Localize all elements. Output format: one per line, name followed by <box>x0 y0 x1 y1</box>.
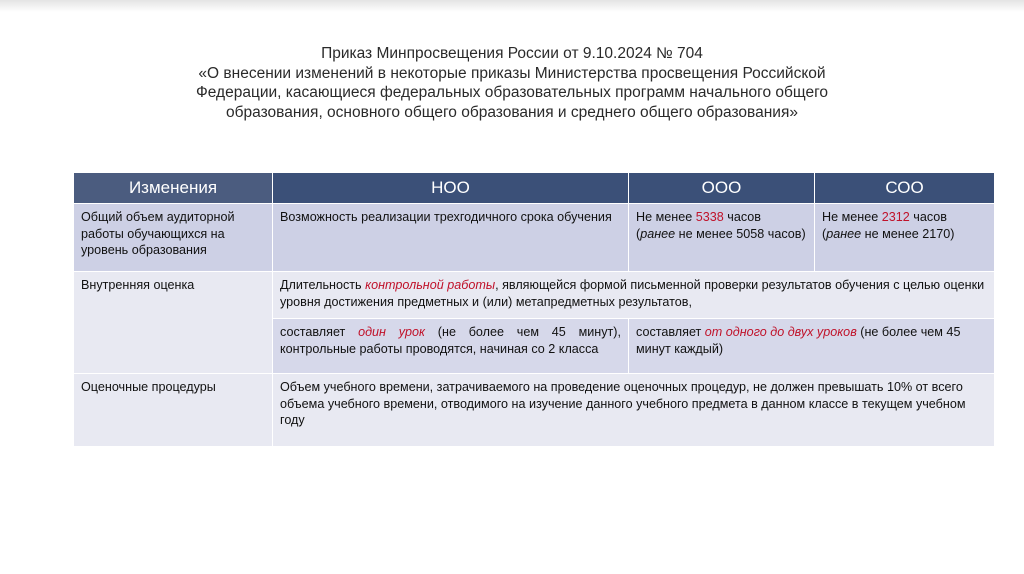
ooo-earlier-rest: не менее 5058 часов) <box>675 226 806 241</box>
title-line-2: «О внесении изменений в некоторые приказы Министерства просвещения Российской <box>198 64 826 82</box>
noo-test-highlight: один урок <box>358 325 426 339</box>
cell-noo-workload: Возможность реализации трехгодичного срока обучения <box>273 204 629 272</box>
ooo-earlier-open: ( <box>636 226 641 241</box>
top-shadow <box>0 0 1024 12</box>
table-header-row <box>74 173 995 204</box>
ooo-suffix: часов <box>723 210 761 224</box>
cell-procedures-time: Объем учебного времени, затрачиваемого на проведение оценочных процедур, не должен превышать 10% от всего объема учебного времени, отводимого на изучение данного учебного предмета в данном классе в текущем учебном году <box>273 374 995 447</box>
soo-suffix: часов <box>909 210 947 224</box>
soo-earlier-word: ранее <box>826 226 862 241</box>
ooo-earlier-word: ранее <box>640 226 676 241</box>
changes-table <box>73 172 995 447</box>
title-line-4: образования, основного общего образования и среднего общего образования» <box>226 103 798 121</box>
noo-test-before: составляет <box>280 325 359 339</box>
table-row <box>74 204 995 272</box>
cell-soo-workload <box>815 204 995 272</box>
duration-text-after: , являющейся формой письменной проверки результатов обучения с целью оценки уровня достижения предметных и (или) метапредметных результатов, <box>280 278 985 309</box>
row-label-internal-assessment: Внутренняя оценка <box>74 272 273 374</box>
cell-test-duration <box>273 272 995 319</box>
cell-ooo-workload <box>629 204 815 272</box>
ooo-prefix: Не менее <box>636 210 696 224</box>
ooo-soo-test-after: (не более чем 45 минут каждый) <box>636 325 961 356</box>
cell-ooo-soo-test-length <box>629 319 995 374</box>
title-line-3: Федерации, касающиеся федеральных образовательных программ начального общего <box>195 84 829 101</box>
row-label-workload: Общий объем аудиторной работы обучающихся на уровень образования <box>74 204 273 272</box>
table-row <box>74 272 995 319</box>
soo-prefix: Не менее <box>822 210 882 224</box>
ooo-soo-test-before: составляет <box>636 325 705 339</box>
header-noo: НОО <box>273 173 629 204</box>
cell-noo-test-length <box>273 319 629 374</box>
page-title <box>150 44 874 122</box>
header-soo: СОО <box>815 173 995 204</box>
table-row <box>74 374 995 447</box>
ooo-hours-value: 5338 <box>695 210 724 224</box>
ooo-soo-test-highlight: от одного до двух уроков <box>704 325 857 339</box>
soo-earlier-open: ( <box>822 226 827 241</box>
soo-hours-value: 2312 <box>881 210 910 224</box>
row-label-assessment-procedures: Оценочные процедуры <box>74 374 273 447</box>
soo-earlier-rest: не менее 2170) <box>861 226 955 241</box>
header-ooo: ООО <box>629 173 815 204</box>
header-changes: Изменения <box>74 173 273 204</box>
duration-text-highlight: контрольной работы <box>365 278 496 292</box>
noo-test-after: (не более чем 45 минут), контрольные работы проводятся, начиная со 2 класса <box>280 325 621 356</box>
duration-text-before: Длительность <box>280 278 366 292</box>
title-line-1: Приказ Минпросвещения России от 9.10.2024 № 704 <box>321 45 703 62</box>
